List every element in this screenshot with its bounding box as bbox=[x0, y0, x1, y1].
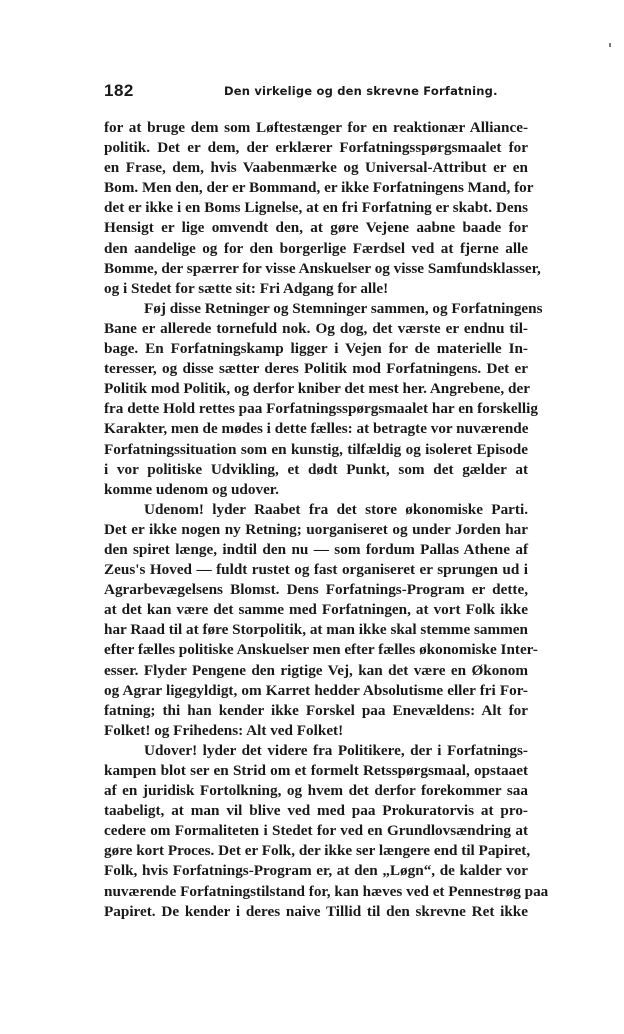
text-line: det er ikke i en Boms Lignelse, at en fri Forfatning er skabt. Dens bbox=[104, 199, 528, 217]
text-line: at det kan være det samme med Forfatningen, at vort Folk ikke bbox=[104, 601, 528, 619]
text-line: Bom. Men den, der er Bommand, er ikke Forfatningens Mand, for bbox=[104, 179, 534, 197]
text-line: Udover! lyder det videre fra Politikere, der i Forfatnings- bbox=[144, 741, 528, 759]
text-line: af en juridisk Fortolkning, og hvem det derfor forekommer saa bbox=[104, 782, 528, 800]
text-line: Bomme, der spærrer for visse Anskuelser og visse Samfundsklasser, bbox=[104, 259, 541, 277]
text-line: i vor politiske Udvikling, et dødt Punkt, som det gælder at bbox=[104, 460, 528, 478]
text-line: fatning; thi han kender ikke Forskel paa Enevældens: Alt for bbox=[104, 701, 528, 719]
text-line: Folket! og Frihedens: Alt ved Folket! bbox=[104, 721, 344, 739]
text-line: Zeus's Hoved — fuldt rustet og fast organiseret er sprungen ud i bbox=[104, 561, 528, 579]
text-line: en Frase, dem, hvis Vaabenmærke og Universal-Attribut er en bbox=[104, 159, 528, 177]
text-line: Hensigt er lige omvendt den, at gøre Vejene aabne baade for bbox=[104, 219, 528, 237]
text-line: cedere om Formaliteten i Stedet for ved en Grundlovsændring at bbox=[104, 822, 528, 840]
text-line: den spiret længe, indtil den nu — som fordum Pallas Athene af bbox=[104, 540, 528, 558]
scan-edge-mark bbox=[609, 43, 611, 47]
text-line: for at bruge dem som Løftestænger for en reaktionær Alliance- bbox=[104, 119, 528, 136]
text-line: Det er ikke nogen ny Retning; uorganiseret og under Jorden har bbox=[104, 520, 528, 538]
running-head: Den virkelige og den skrevne Forfatning. bbox=[224, 84, 498, 98]
text-line: har Raad til at føre Storpolitik, at man ikke skal stemme sammen bbox=[104, 621, 528, 639]
text-line: Føj disse Retninger og Stemninger sammen, og Forfatningens bbox=[144, 299, 543, 317]
text-line: fra dette Hold rettes paa Forfatningsspørgsmaalet har en forskellig bbox=[104, 400, 538, 418]
text-line: kampen blot ser en Strid om et formelt Retsspørgsmaal, opstaaet bbox=[104, 762, 528, 779]
text-line: og Agrar ligegyldigt, om Karret hedder Absolutisme eller fri For- bbox=[104, 681, 528, 699]
text-line: Folk, hvis Forfatnings-Program er, at den „Løgn“, de kalder vor bbox=[104, 862, 528, 880]
text-line: Karakter, men de mødes i dette fælles: at betragte vor nuværende bbox=[104, 420, 529, 438]
body-text bbox=[104, 118, 549, 922]
text-line: Forfatningssituation som en kunstig, tilfældig og isoleret Episode bbox=[104, 440, 528, 458]
text-line: politik. Det er dem, der erklærer Forfatningsspørgsmaalet for bbox=[104, 139, 528, 157]
text-line: Politik mod Politik, og derfor kniber det mest her. Angrebene, der bbox=[104, 380, 530, 398]
text-line: teresser, og disse sætter deres Politik mod Forfatningens. Det er bbox=[104, 360, 528, 378]
text-line: gøre kort Proces. Det er Folk, der ikke ser længere end til Papiret, bbox=[104, 842, 531, 860]
text-line: den aandelige og for den borgerlige Færdsel ved at fjerne alle bbox=[104, 239, 528, 257]
text-line: esser. Flyder Pengene den rigtige Vej, kan det være en Økonom bbox=[104, 661, 528, 679]
text-line: og i Stedet for sætte sit: Fri Adgang for alle! bbox=[104, 279, 389, 297]
text-line: bage. En Forfatningskamp ligger i Vejen for de materielle In- bbox=[104, 340, 528, 358]
page-header bbox=[104, 81, 536, 105]
text-line: efter fælles politiske Anskuelser men efter fælles økonomiske Inter- bbox=[104, 641, 538, 659]
text-line: taabeligt, at man vil blive ved med paa Prokuratorvis at pro- bbox=[104, 802, 528, 820]
text-line: Udenom! lyder Raabet fra det store økonomiske Parti. bbox=[144, 500, 528, 518]
page-number: 182 bbox=[104, 81, 134, 100]
text-line: komme udenom og udover. bbox=[104, 480, 279, 498]
text-line: Agrarbevægelsens Blomst. Dens Forfatnings-Program er dette, bbox=[104, 581, 528, 599]
text-line: Papiret. De kender i deres naive Tillid til den skrevne Ret ikke bbox=[104, 902, 528, 920]
text-line: Bane er allerede tornefuld nok. Og dog, det værste er endnu til- bbox=[104, 319, 528, 337]
text-line: nuværende Forfatningstilstand for, kan hæves ved et Pennestrøg paa bbox=[104, 882, 549, 900]
